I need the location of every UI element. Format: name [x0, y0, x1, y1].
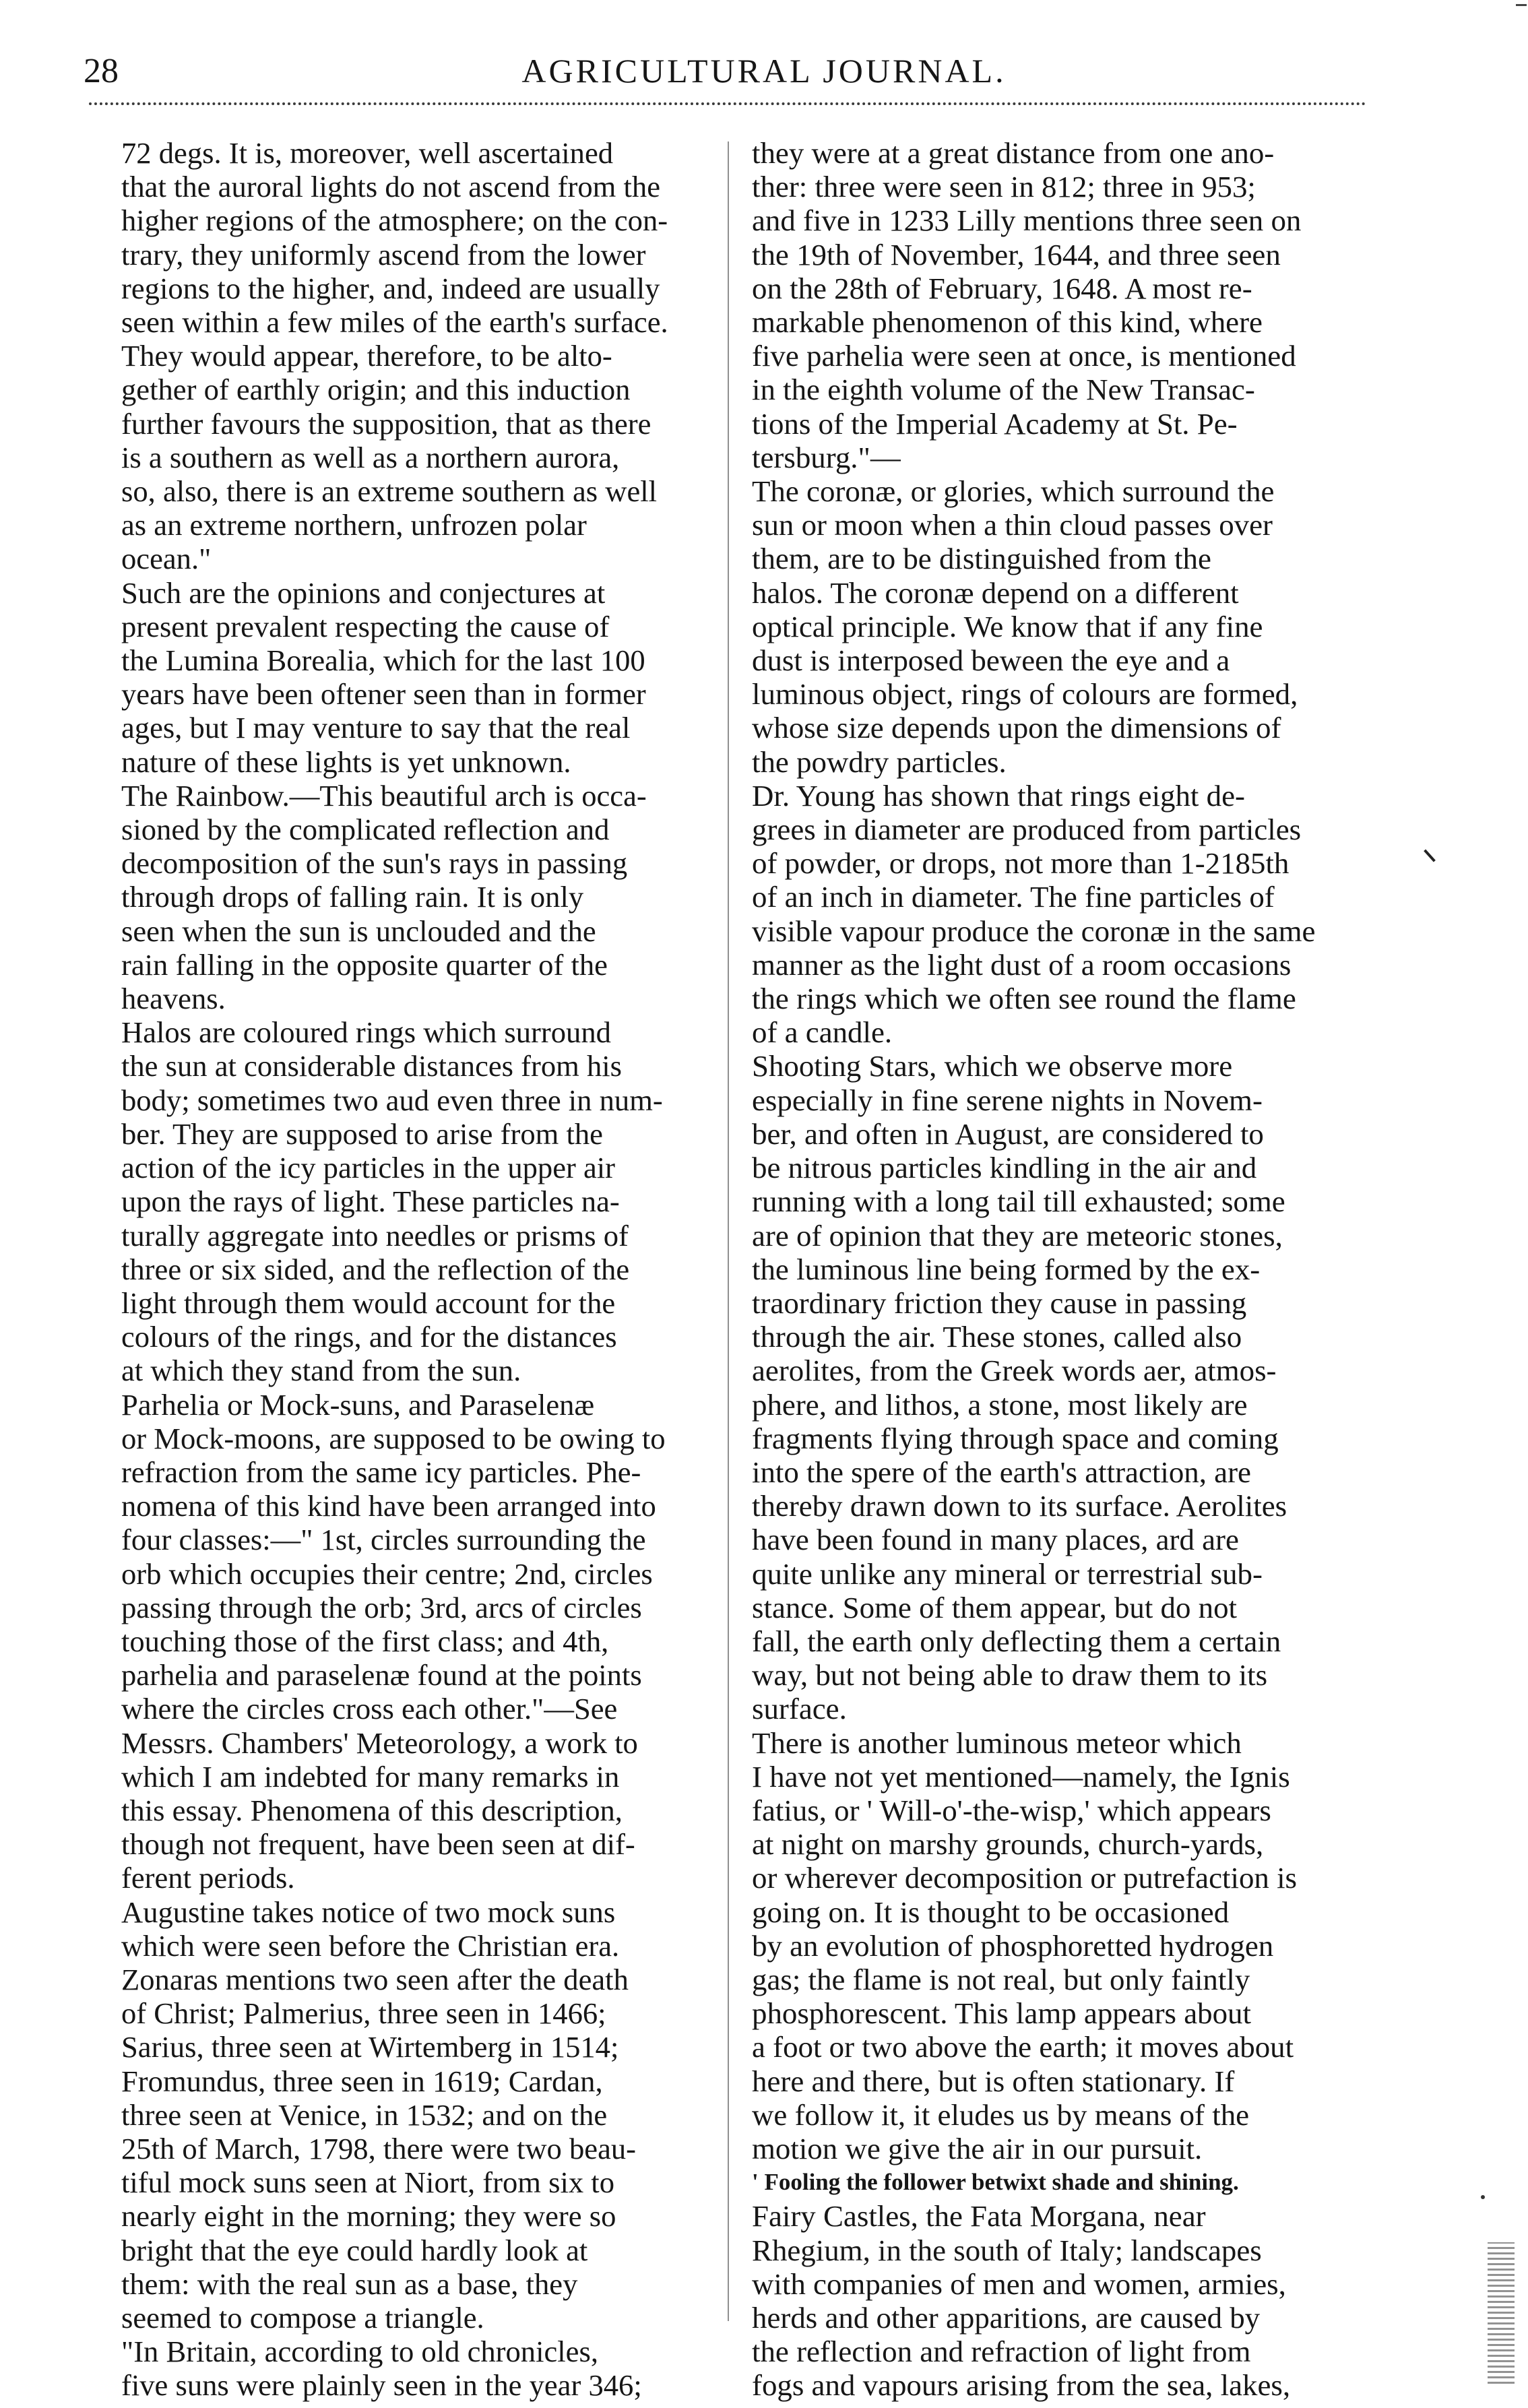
page-number: 28 [84, 52, 119, 90]
paragraph-britain: "In Britain, according to old chronicles, five suns were plainly seen in the year 346; [121, 2335, 642, 2403]
margin-ink-dot [1481, 2195, 1485, 2199]
paragraph-parhelia: Parhelia or Mock-suns, and Paraselenæ or Mock-moons, are supposed to be owing to refraction from the same icy particles. Phe- nomena of this kind have been arranged into four classes:—" 1st, circles surrounding the orb which occupies their centre; 2nd, circles passing through the orb; 3rd, arcs of circles touching those of the first class; and 4th, parhelia and paraselenæ found at the points where the circles cross each other."—See Messrs. Chambers' Meteorology, a work to which I am indebted for many remarks in this essay. Phenomena of this description, though not frequent, have been seen at dif- ferent periods. [121, 1387, 666, 1895]
header-rule [89, 102, 1366, 105]
page-header [0, 32, 1528, 113]
paragraph-coronae: The coronæ, or glories, which surround the sun or moon when a thin cloud passes over them, are to be distinguished from the halos. The coronæ depend on a different optical principle. We know that if any fine dust is interposed beween the eye and a luminous object, rings of colours are formed, whose size depends upon the dimensions of the powdry particles. [752, 474, 1298, 779]
paragraph-rainbow: The Rainbow.—This beautiful arch is occa- sioned by the complicated reflection and decomposition of the sun's rays in passing through drops of falling rain. It is only seen when the sun is unclouded and the rain falling in the opposite quarter of the heavens. [121, 778, 647, 1016]
paragraph-aurora-end: 72 degs. It is, moreover, well ascertained that the auroral lights do not ascend from the higher regions of the atmosphere; on the con- trary, they uniformly ascend from the lower regions to the higher, and, indeed are usually seen within a few miles of the earth's surface. They would appear, therefore, to be alto- gether of earthly origin; and this induction further favours the supposition, that as there is a southern as well as a northern aurora, so, also, there is an extreme southern as well as an extreme northern, unfrozen polar ocean." [121, 136, 668, 576]
paragraph-shooting-stars: Shooting Stars, which we observe more especially in fine serene nights in Novem- ber, and often in August, are considered to be nitrous particles kindling in the air and running with a long tail till exhausted; some are of opinion that they are meteoric stones, the luminous line being formed by the ex- traordinary friction they cause in passing through the air. These stones, called also aerolites, from the Greek words aer, atmos- phere, and lithos, a stone, most likely are fragments flying through space and coming into the spere of the earth's attraction, are thereby drawn down to its surface. Aerolites have been found in many places, ard are quite unlike any mineral or terrestrial sub- stance. Some of them appear, but do not fall, the earth only deflecting them a certain way, but not being able to draw them to its surface. [752, 1049, 1287, 1726]
paragraph-ignis-fatuus: There is another luminous meteor which I have not yet mentioned—namely, the Ignis fatius, or ' Will-o'-the-wisp,' which appears at night on marshy grounds, church-yards, or wherever decomposition or putrefaction is going on. It is thought to be occasioned by an evolution of phosphoretted hydrogen gas; the flame is not real, but only faintly phosphorescent. This lamp appears about a foot or two above the earth; it moves about here and there, but is often stationary. If we follow it, it eludes us by means of the motion we give the air in our pursuit. [752, 1725, 1298, 2165]
left-column [121, 136, 703, 2403]
running-title: AGRICULTURAL JOURNAL. [521, 52, 1007, 90]
scan-corner-mark [1516, 4, 1527, 6]
paragraph-mock-suns: Augustine takes notice of two mock suns which were seen before the Christian era. Zonaras mentions two seen after the death of Christ; Palmerius, three seen in 1466; Sarius, three seen at Wirtemberg in 1514; Fromundus, three seen in 1619; Cardan, three seen at Venice, in 1532; and on the 25th of March, 1798, there were two beau- tiful mock suns seen at Niort, from six to nearly eight in the morning; they were so bright that the eye could hardly look at them: with the real sun as a base, they seemed to compose a triangle. [121, 1895, 637, 2335]
right-column [752, 136, 1352, 2403]
paragraph-lumina-borealia: Such are the opinions and conjectures at present prevalent respecting the cause of the Lumina Borealia, which for the last 100 years have been oftener seen than in former ages, but I may venture to say that the real nature of these lights is yet unknown. [121, 575, 646, 779]
margin-scan-artifact [1488, 2242, 1515, 2384]
column-divider [728, 141, 729, 2321]
paragraph-fairy-castles: Fairy Castles, the Fata Morgana, near Rhegium, in the south of Italy; landscapes with companies of men and women, armies, herds and other apparitions, are caused by the reflection and refraction of light from fogs and vapours arising from the sea, lakes, [752, 2199, 1291, 2403]
margin-ink-stroke [1424, 849, 1436, 862]
paragraph-britain-continued: they were at a great distance from one ano- ther: three were seen in 812; three in 953; and five in 1233 Lilly mentions three seen on the 19th of November, 1644, and three seen on the 28th of February, 1648. A most re- markable phenomenon of this kind, where five parhelia were seen at once, is mentioned in the eighth volume of the New Transac- tions of the Imperial Academy at St. Pe- tersburg."— [752, 136, 1302, 474]
paragraph-halos: Halos are coloured rings which surround the sun at considerable distances from his body; sometimes two aud even three in num- ber. They are supposed to arise from the action of the icy particles in the upper air upon the rays of light. These particles na- turally aggregate into needles or prisms of three or six sided, and the reflection of the light through them would account for the colours of the rings, and for the distances at which they stand from the sun. [121, 1015, 663, 1388]
footnote-quotation: ' Fooling the follower betwixt shade and shining. [752, 2169, 1239, 2196]
paragraph-dr-young: Dr. Young has shown that rings eight de- grees in diameter are produced from particles of powder, or drops, not more than 1-2185th of an inch in diameter. The fine particles of visible vapour produce the coronæ in the same manner as the light dust of a room occasions the rings which we often see round the flame of a candle. [752, 778, 1316, 1050]
